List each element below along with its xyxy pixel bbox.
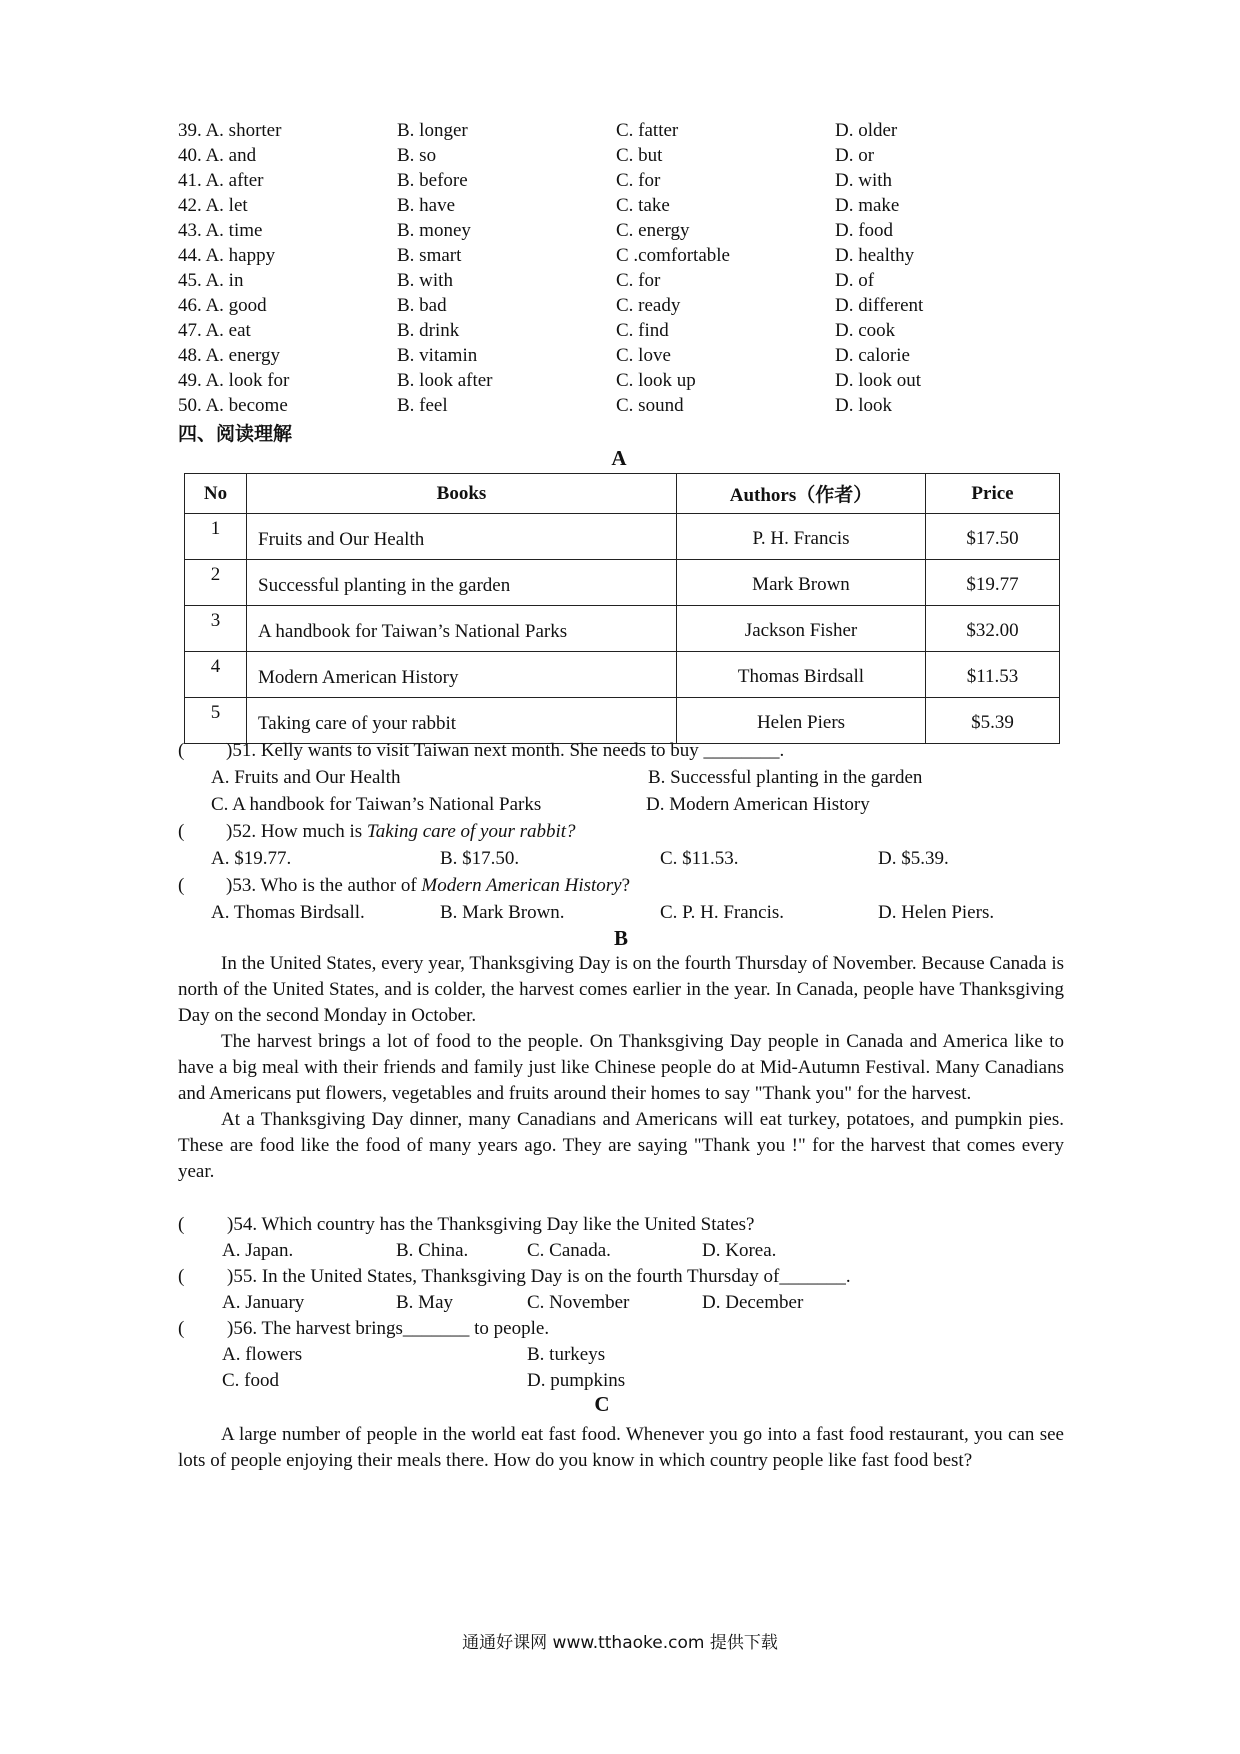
section-a-letter: A	[611, 446, 627, 470]
q55-answer-paren[interactable]: (	[178, 1266, 185, 1287]
q51-option-a: A. Fruits and Our Health	[211, 767, 401, 788]
q56-option-b: B. turkeys	[527, 1344, 606, 1365]
cloze-option-b: B. so	[397, 145, 437, 166]
cloze-question-row	[178, 320, 1078, 345]
cloze-question-row	[178, 170, 1078, 195]
book-price-cell: $19.77	[926, 560, 1060, 606]
q51-stem: )51. Kelly wants to visit Taiwan next month. She needs to buy ________.	[226, 740, 785, 761]
table-row	[185, 514, 1060, 560]
cloze-question-row	[178, 245, 1078, 270]
q54-option-d: D. Korea.	[702, 1240, 777, 1261]
cloze-question-row	[178, 195, 1078, 220]
cloze-option-d: D. food	[835, 220, 894, 241]
book-title-cell: Successful planting in the garden	[247, 560, 677, 606]
q53-option-d: D. Helen Piers.	[878, 902, 995, 923]
cloze-option-a: 43. A. time	[178, 220, 263, 241]
passage-b-paragraph-3: At a Thanksgiving Day dinner, many Canadians and Americans will eat turkey, potatoes, and pumpkin pies. These are food like the food of many years ago. They are saying "Thank you !" for the harvest that comes every year.	[178, 1109, 1064, 1182]
cloze-question-row	[178, 145, 1078, 170]
q53-answer-paren[interactable]: (	[178, 875, 185, 896]
cloze-option-a: 42. A. let	[178, 195, 248, 216]
section-heading: 四、阅读理解	[178, 423, 293, 445]
header-price: Price	[926, 474, 1060, 514]
cloze-option-b: B. before	[397, 170, 468, 191]
cloze-option-b: B. vitamin	[397, 345, 478, 366]
cloze-option-b: B. have	[397, 195, 456, 216]
cloze-option-a: 48. A. energy	[178, 345, 281, 366]
cloze-option-d: D. look out	[835, 370, 922, 391]
cloze-option-b: B. feel	[397, 395, 448, 416]
cloze-question-row	[178, 220, 1078, 245]
cloze-option-a: 41. A. after	[178, 170, 264, 191]
q52-option-c: C. $11.53.	[660, 848, 739, 869]
table-body	[185, 514, 1060, 744]
cloze-option-d: D. calorie	[835, 345, 910, 366]
q55-stem: )55. In the United States, Thanksgiving Day is on the fourth Thursday of_______.	[227, 1266, 851, 1287]
book-title-cell: Modern American History	[247, 652, 677, 698]
cloze-question-row	[178, 395, 1078, 420]
header-books: Books	[247, 474, 677, 514]
q52-answer-paren[interactable]: (	[178, 821, 185, 842]
cloze-option-b: B. drink	[397, 320, 460, 341]
cloze-option-a: 49. A. look for	[178, 370, 290, 391]
q56-option-d: D. pumpkins	[527, 1370, 626, 1391]
cloze-option-a: 46. A. good	[178, 295, 267, 316]
q51-option-d: D. Modern American History	[646, 794, 870, 815]
cloze-question-row	[178, 345, 1078, 370]
q52-option-b: B. $17.50.	[440, 848, 520, 869]
section-c-passage	[178, 1422, 1064, 1474]
book-price-cell: $32.00	[926, 606, 1060, 652]
q53-option-a: A. Thomas Birdsall.	[211, 902, 365, 923]
table-row	[185, 560, 1060, 606]
book-title-cell: A handbook for Taiwan’s National Parks	[247, 606, 677, 652]
book-title-cell: Fruits and Our Health	[247, 514, 677, 560]
passage-c-paragraph: A large number of people in the world eat fast food. Whenever you go into a fast food restaurant, you can see lots of people enjoying their meals there. How do you know in which country people like fast food best?	[178, 1424, 1064, 1471]
cloze-option-c: C. sound	[616, 395, 684, 416]
cloze-option-d: D. older	[835, 120, 898, 141]
book-no-cell: 4	[185, 652, 247, 698]
q52-stem	[226, 821, 576, 843]
q52-option-a: A. $19.77.	[211, 848, 292, 869]
cloze-option-d: D. of	[835, 270, 875, 291]
cloze-option-a: 47. A. eat	[178, 320, 251, 341]
cloze-option-b: B. smart	[397, 245, 462, 266]
cloze-option-a: 50. A. become	[178, 395, 288, 416]
q54-stem: )54. Which country has the Thanksgiving Day like the United States?	[227, 1214, 755, 1235]
cloze-option-d: D. healthy	[835, 245, 915, 266]
cloze-option-c: C. find	[616, 320, 669, 341]
cloze-option-c: C. energy	[616, 220, 690, 241]
q51-option-c: C. A handbook for Taiwan’s National Parks	[211, 794, 542, 815]
cloze-option-c: C. fatter	[616, 120, 679, 141]
section-b-letter: B	[613, 926, 628, 950]
q56-answer-paren[interactable]: (	[178, 1318, 185, 1339]
cloze-option-c: C. ready	[616, 295, 681, 316]
q55-option-c: C. November	[527, 1292, 630, 1313]
cloze-option-b: B. look after	[397, 370, 493, 391]
book-title-cell: Taking care of your rabbit	[247, 698, 677, 744]
cloze-question-row	[178, 120, 1078, 145]
q55-option-b: B. May	[396, 1292, 453, 1313]
cloze-option-b: B. longer	[397, 120, 468, 141]
q56-option-c: C. food	[222, 1370, 279, 1391]
q51-answer-paren[interactable]: (	[178, 740, 185, 761]
section-b-passage	[178, 951, 1064, 1185]
q56-option-a: A. flowers	[222, 1344, 303, 1365]
book-price-cell: $11.53	[926, 652, 1060, 698]
q54-option-a: A. Japan.	[222, 1240, 294, 1261]
passage-b-paragraph-1: In the United States, every year, Thanksgiving Day is on the fourth Thursday of November. Because Canada is north of the United States, and is colder, the harvest comes earlier in the year. In Canada, people have Thanksgiving Day on the second Monday in October.	[178, 953, 1064, 1026]
header-no: No	[185, 474, 247, 514]
cloze-option-d: D. look	[835, 395, 892, 416]
page-footer: 通通好课网 www.tthaoke.com 提供下载	[462, 1633, 778, 1653]
cloze-option-c: C. for	[616, 270, 661, 291]
q53-option-c: C. P. H. Francis.	[660, 902, 785, 923]
q54-option-b: B. China.	[396, 1240, 469, 1261]
book-author-cell: P. H. Francis	[677, 514, 926, 560]
cloze-option-c: C. for	[616, 170, 661, 191]
cloze-option-d: D. different	[835, 295, 924, 316]
book-author-cell: Helen Piers	[677, 698, 926, 744]
q55-option-d: D. December	[702, 1292, 804, 1313]
cloze-option-b: B. money	[397, 220, 471, 241]
q53-stem-title: Modern American History	[421, 875, 622, 896]
cloze-option-c: C. but	[616, 145, 663, 166]
cloze-option-c: C .comfortable	[616, 245, 730, 266]
table-header-row	[185, 474, 1060, 514]
book-price-cell: $17.50	[926, 514, 1060, 560]
q55-option-a: A. January	[222, 1292, 305, 1313]
table-row	[185, 606, 1060, 652]
q53-option-b: B. Mark Brown.	[440, 902, 565, 923]
header-authors: Authors（作者）	[677, 474, 926, 514]
cloze-option-d: D. with	[835, 170, 892, 191]
book-no-cell: 1	[185, 514, 247, 560]
cloze-option-d: D. make	[835, 195, 900, 216]
cloze-option-a: 45. A. in	[178, 270, 244, 291]
book-author-cell: Jackson Fisher	[677, 606, 926, 652]
book-no-cell: 3	[185, 606, 247, 652]
cloze-option-b: B. with	[397, 270, 453, 291]
cloze-option-d: D. or	[835, 145, 875, 166]
q53-stem-end: ?	[621, 875, 631, 896]
book-author-cell: Thomas Birdsall	[677, 652, 926, 698]
passage-b-paragraph-2: The harvest brings a lot of food to the people. On Thanksgiving Day people in Canada and America like to have a big meal with their friends and family just like Chinese people do at Mid-Autumn Festival. Many Canadians and Americans put flowers, vegetables and fruits around their homes to say "Thank you" for the harvest.	[178, 1031, 1064, 1104]
q54-option-c: C. Canada.	[527, 1240, 611, 1261]
q56-stem: )56. The harvest brings_______ to people.	[227, 1318, 550, 1339]
book-no-cell: 5	[185, 698, 247, 744]
cloze-option-a: 44. A. happy	[178, 245, 276, 266]
cloze-question-row	[178, 370, 1078, 395]
table-row	[185, 698, 1060, 744]
cloze-question-row	[178, 295, 1078, 320]
cloze-option-a: 39. A. shorter	[178, 120, 282, 141]
q51-option-b: B. Successful planting in the garden	[648, 767, 923, 788]
q52-stem-text: )52. How much is	[226, 821, 367, 842]
book-author-cell: Mark Brown	[677, 560, 926, 606]
table-row	[185, 652, 1060, 698]
cloze-option-d: D. cook	[835, 320, 896, 341]
cloze-option-c: C. love	[616, 345, 671, 366]
section-c-letter: C	[594, 1392, 610, 1416]
book-price-cell: $5.39	[926, 698, 1060, 744]
q52-stem-title: Taking care of your rabbit?	[366, 821, 576, 842]
cloze-question-row	[178, 270, 1078, 295]
cloze-option-b: B. bad	[397, 295, 447, 316]
cloze-option-c: C. look up	[616, 370, 696, 391]
q53-stem-text: )53. Who is the author of	[226, 875, 422, 896]
cloze-option-a: 40. A. and	[178, 145, 257, 166]
q54-answer-paren[interactable]: (	[178, 1214, 185, 1235]
q53-stem	[226, 875, 630, 897]
book-no-cell: 2	[185, 560, 247, 606]
q52-option-d: D. $5.39.	[878, 848, 949, 869]
cloze-option-c: C. take	[616, 195, 670, 216]
books-table	[184, 473, 1060, 744]
